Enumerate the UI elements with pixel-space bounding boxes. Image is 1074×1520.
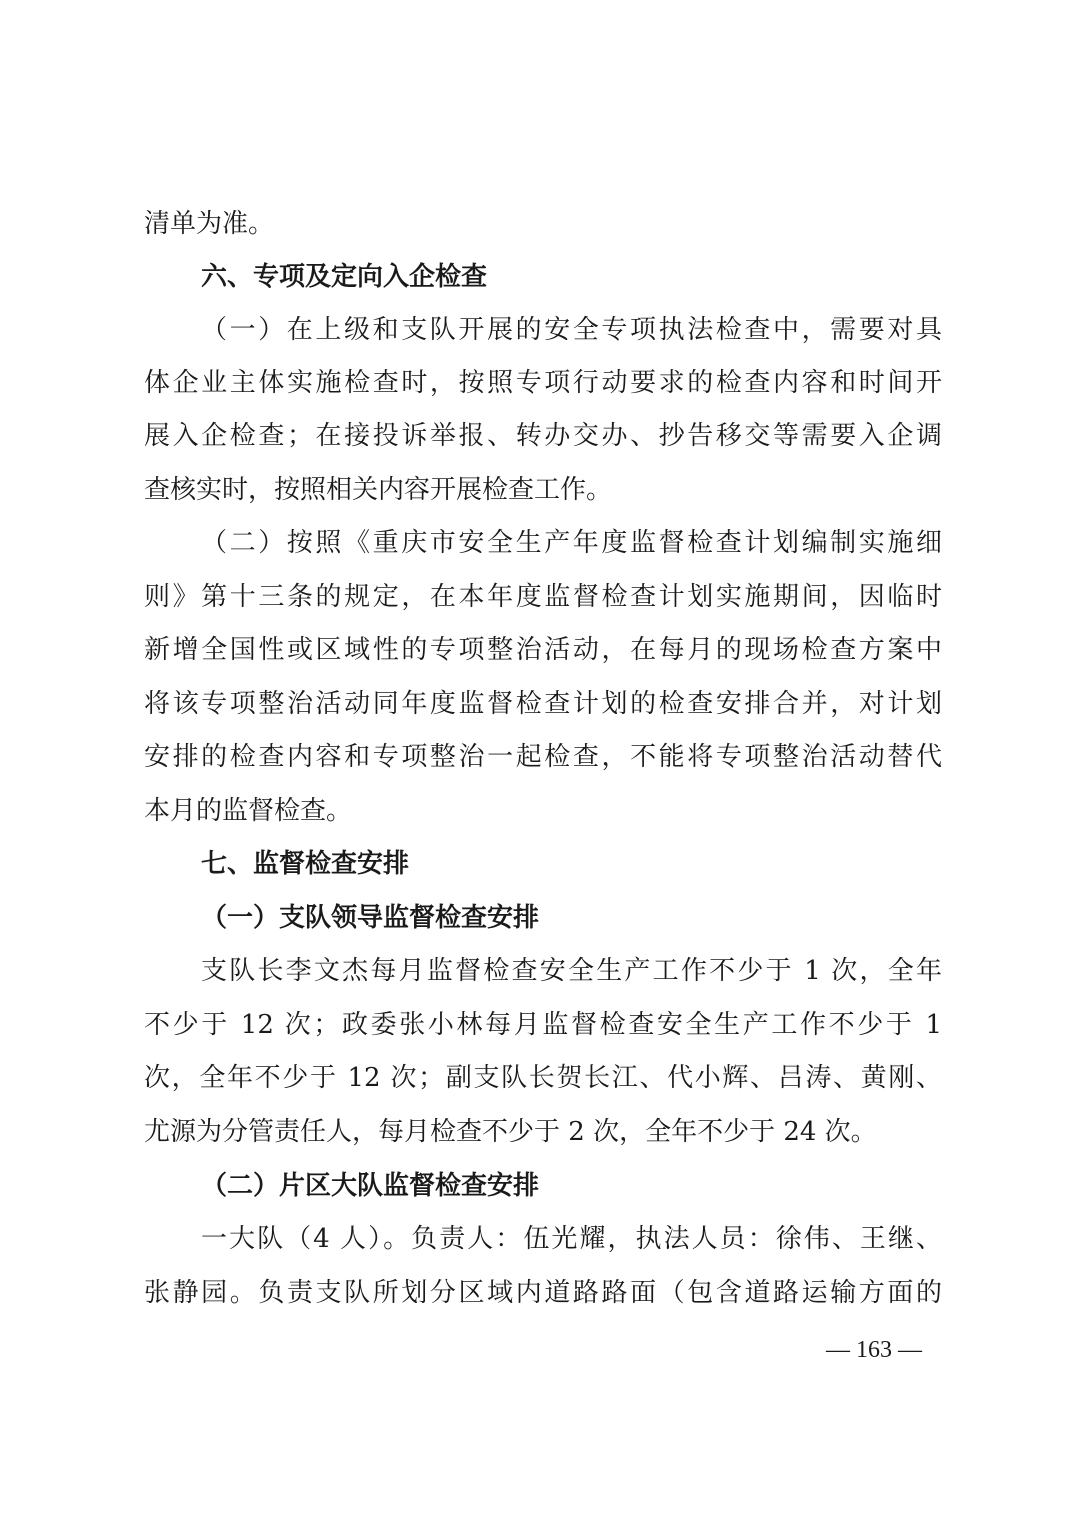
paragraph-line: 张静园。负责支队所划分区域内道路路面（包含道路运输方面的	[144, 1278, 942, 1308]
paragraph-line: 清单为准。	[144, 209, 275, 239]
paragraph-line: 则》第十三条的规定，在本年度监督检查计划实施期间，因临时	[144, 582, 942, 612]
page-number: — 163 —	[826, 1337, 922, 1363]
paragraph-line: 新增全国性或区域性的专项整治活动，在每月的现场检查方案中	[144, 635, 942, 665]
subsection-heading: （二）片区大队监督检查安排	[201, 1171, 540, 1201]
paragraph-line: （二）按照《重庆市安全生产年度监督检查计划编制实施细	[201, 528, 942, 558]
paragraph-line: 尤源为分管责任人，每月检查不少于 2 次，全年不少于 24 次。	[144, 1117, 877, 1147]
paragraph-line: 次，全年不少于 12 次；副支队长贺长江、代小辉、吕涛、黄刚、	[144, 1063, 942, 1093]
paragraph-line: 不少于 12 次；政委张小林每月监督检查安全生产工作不少于 1	[144, 1010, 942, 1040]
section-heading-6: 六、专项及定向入企检查	[201, 262, 488, 292]
paragraph-line: （一）在上级和支队开展的安全专项执法检查中，需要对具	[201, 315, 942, 345]
paragraph-line: 支队长李文杰每月监督检查安全生产工作不少于 1 次，全年	[201, 956, 942, 986]
paragraph-line: 将该专项整治活动同年度监督检查计划的检查安排合并，对计划	[144, 689, 942, 719]
subsection-heading: （一）支队领导监督检查安排	[201, 903, 540, 933]
paragraph-line: 安排的检查内容和专项整治一起检查，不能将专项整治活动替代	[144, 742, 942, 772]
paragraph-line: 本月的监督检查。	[144, 796, 353, 826]
paragraph-line: 展入企检查；在接投诉举报、转办交办、抄告移交等需要入企调	[144, 421, 942, 451]
paragraph-line: 一大队（4 人）。负责人：伍光耀，执法人员：徐伟、王继、	[201, 1224, 942, 1254]
paragraph-line: 查核实时，按照相关内容开展检查工作。	[144, 475, 613, 505]
paragraph-line: 体企业主体实施检查时，按照专项行动要求的检查内容和时间开	[144, 368, 942, 398]
section-heading-7: 七、监督检查安排	[201, 849, 410, 879]
